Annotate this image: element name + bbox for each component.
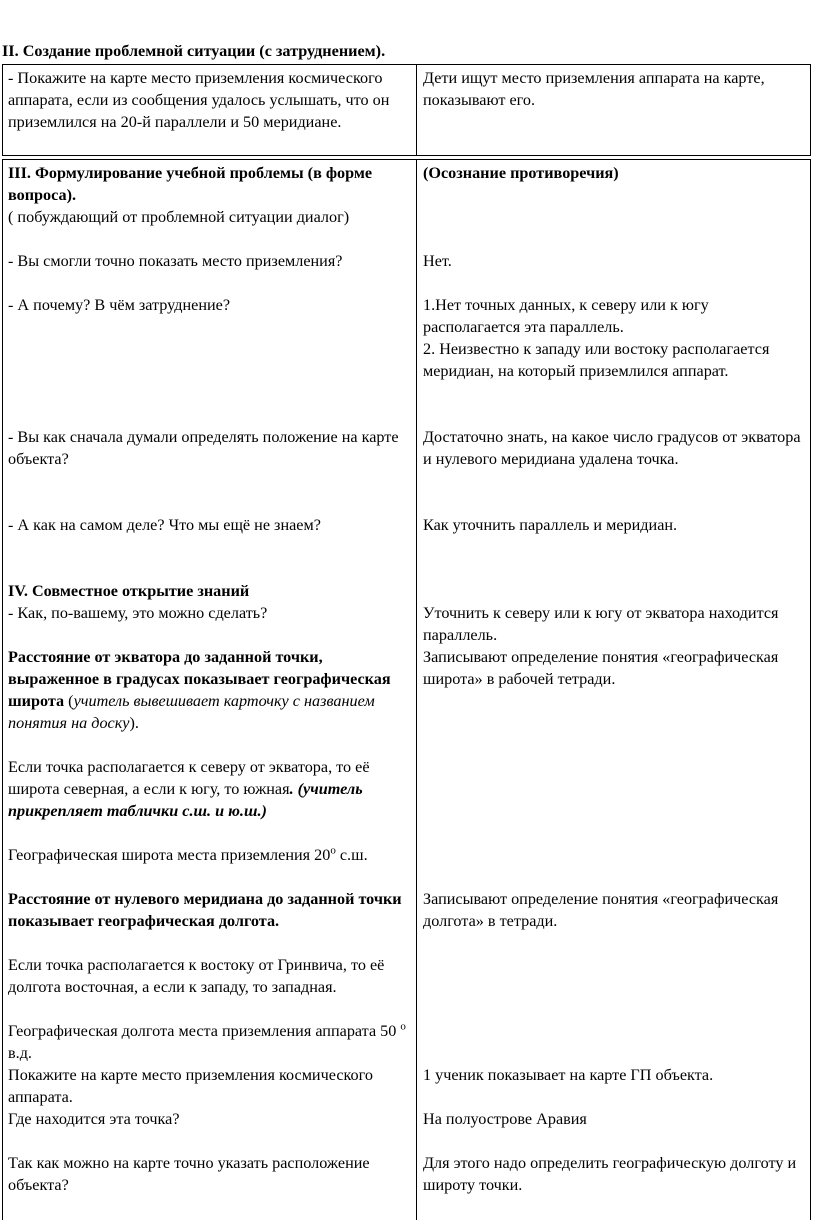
table-row bbox=[2, 159, 811, 1220]
latitude-value-text: Географическая широта места приземления 20 bbox=[8, 846, 331, 864]
teacher-action-note: учитель вывешивает карточку с названием понятия на доску bbox=[8, 692, 375, 732]
student-answer: 1 ученик показывает на карте ГП объекта. bbox=[423, 1066, 714, 1084]
teacher-question: - Как, по-вашему, это можно сделать? bbox=[8, 604, 268, 622]
bracket-open: ( bbox=[64, 692, 74, 710]
section-title-learning-problem: III. Формулирование учебной проблемы (в форме вопроса). bbox=[8, 164, 373, 204]
latitude-definition bbox=[8, 646, 408, 734]
section-heading-problem-situation: II. Создание проблемной ситуации (с затруднением). bbox=[2, 42, 386, 60]
bracket-close: ). bbox=[129, 714, 139, 732]
longitude-rule: Если точка располагается к востоку от Гринвича, то её долгота восточная, а если к западу, то западная. bbox=[8, 956, 385, 996]
longitude-value-suffix: в.д. bbox=[8, 1044, 32, 1062]
longitude-definition: Расстояние от нулевого меридиана до заданной точки показывает географическая долгота. bbox=[8, 890, 402, 930]
student-answer: Уточнить к северу или к югу от экватора находится параллель. bbox=[423, 604, 779, 644]
teacher-question: Где находится эта точка? bbox=[8, 1110, 180, 1128]
teacher-action-note: . (учитель прикрепляет таблички с.ш. и ю.ш.) bbox=[8, 780, 363, 820]
teacher-question: - А как на самом деле? Что мы ещё не знаем? bbox=[8, 516, 321, 534]
student-answer: Для этого надо определить географическую долготу и широту точки. bbox=[423, 1154, 797, 1194]
student-answer: Достаточно знать, на какое число градусов от экватора и нулевого меридиана удалена точка. bbox=[423, 428, 801, 468]
student-answer: Записывают определение понятия «географическая широта» в рабочей тетради. bbox=[423, 648, 779, 688]
student-answer: 1.Нет точных данных, к северу или к югу располагается эта параллель. bbox=[423, 296, 709, 336]
student-answer: Дети ищут место приземления аппарата на карте, показывают его. bbox=[423, 69, 765, 109]
teacher-question: Так как можно на карте точно указать расположение объекта? bbox=[8, 1154, 370, 1194]
teacher-question: - А почему? В чём затруднение? bbox=[8, 296, 231, 314]
student-answer: На полуострове Аравия bbox=[423, 1110, 587, 1128]
column-divider bbox=[416, 65, 417, 155]
teacher-question: - Вы как сначала думали определять положение на карте объекта? bbox=[8, 428, 399, 468]
latitude-rule-text: Если точка располагается к северу от экватора, то её широта северная, а если к югу, то южная bbox=[8, 758, 370, 798]
latitude-value-suffix: с.ш. bbox=[335, 846, 368, 864]
longitude-value bbox=[8, 1020, 408, 1064]
student-answer: Нет. bbox=[423, 252, 452, 270]
degree-sign: о bbox=[400, 1020, 406, 1033]
teacher-question: - Вы смогли точно показать место приземления? bbox=[8, 252, 343, 270]
section-title-discovery: IV. Совместное открытие знаний bbox=[8, 582, 250, 600]
section-subtitle: ( побуждающий от проблемной ситуации диалог) bbox=[8, 208, 350, 226]
latitude-value bbox=[8, 844, 408, 866]
section-title-contradiction: (Осознание противоречия) bbox=[423, 164, 619, 182]
degree-sign: о bbox=[330, 844, 336, 857]
student-answer: Как уточнить параллель и меридиан. bbox=[423, 516, 678, 534]
longitude-value-text: Географическая долгота места приземления аппарата 50 bbox=[8, 1022, 401, 1040]
latitude-definition-text: Расстояние от экватора до заданной точки, выраженное в градусах показывает географическая широта bbox=[8, 648, 391, 710]
column-divider bbox=[416, 160, 417, 1220]
table-row bbox=[2, 64, 811, 156]
teacher-question: Покажите на карте место приземления космического аппарата. bbox=[8, 1066, 373, 1106]
student-answer: 2. Неизвестно к западу или востоку располагается меридиан, на который приземлился аппарат. bbox=[423, 340, 770, 380]
lesson-table bbox=[2, 64, 811, 1216]
student-answer: Записывают определение понятия «географическая долгота» в тетради. bbox=[423, 890, 779, 930]
teacher-question: - Покажите на карте место приземления космического аппарата, если из сообщения удалось услышать, что он приземлился на 20-й параллели и 50 меридиане. bbox=[8, 69, 390, 131]
latitude-rule bbox=[8, 756, 408, 822]
